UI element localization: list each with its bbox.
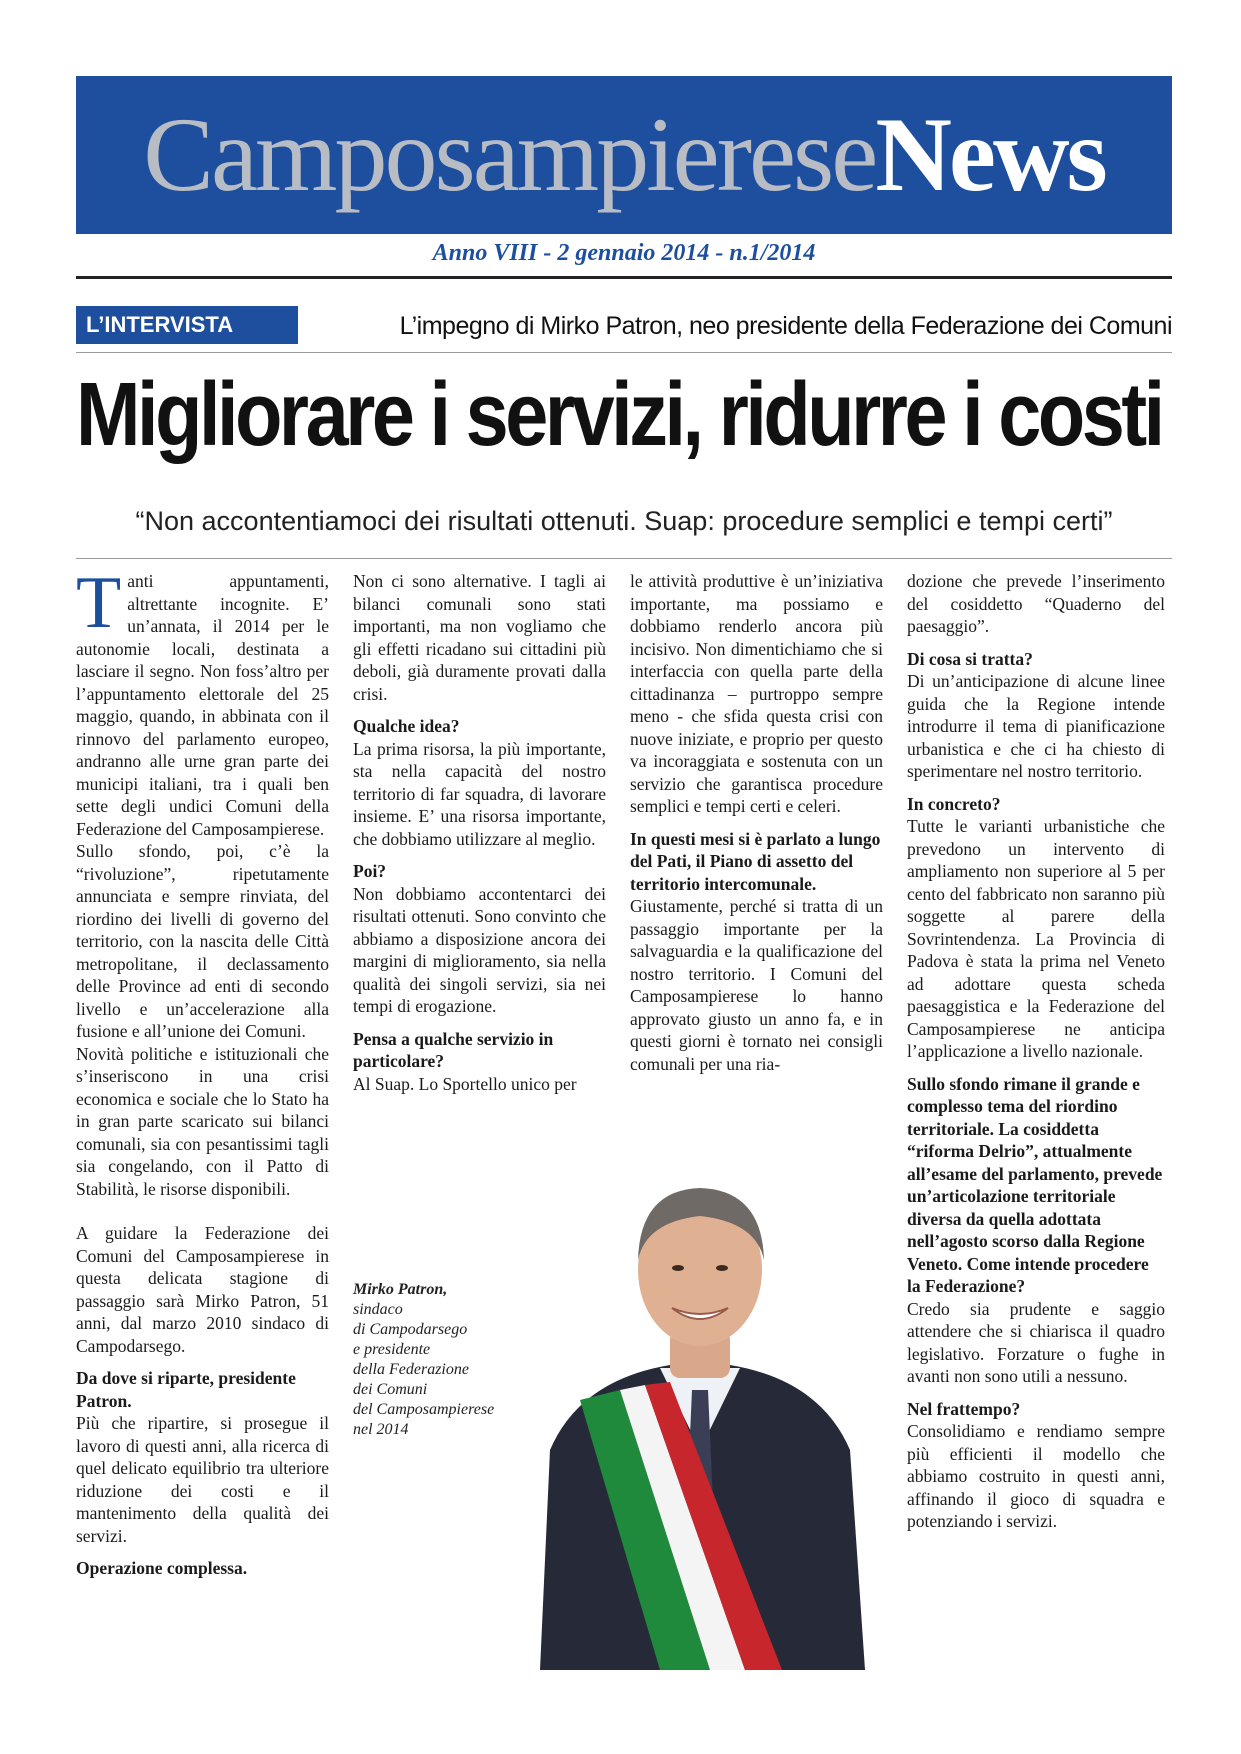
caption-line: dei Comuni: [353, 1381, 428, 1398]
interview-question: Operazione complessa.: [76, 1558, 248, 1578]
kicker-divider: [76, 352, 1172, 353]
caption-line: sindaco: [353, 1301, 403, 1318]
interview-question: In concreto?: [907, 793, 1001, 814]
article-column-2: [353, 570, 606, 1095]
issue-line: Anno VIII - 2 gennaio 2014 - n.1/2014: [432, 240, 816, 266]
caption-line: nel 2014: [353, 1421, 409, 1438]
interview-question: Sullo sfondo rimane il grande e complesso tema del riordino territoriale. La cosiddetta “riforma Delrio”, attualmente all’esame del parlamento, prevede un’articolazione territoriale diversa da quella adottata nell’agosto scorso dalla Regione Veneto. Come intende procedere la Federazione?: [907, 1073, 1163, 1296]
kicker: L’impegno di Mirko Patron, neo presidente della Federazione dei Comuni: [399, 312, 1172, 340]
article-paragraph: Non dobbiamo accontentarci dei risultati ottenuti. Sono convinto che abbiamo a disposizione ancora dei margini di miglioramento, sia nella qualità dei singoli servizi, sia nei tempi di erogazione.: [353, 883, 606, 1016]
article-column-3: [630, 570, 883, 1075]
article-paragraph: Credo sia prudente e saggio attendere che si chiarisca il quadro legislativo. Forzature o fughe in avanti non sono utili a nessuno.: [907, 1298, 1165, 1386]
caption-line: di Campodarsego: [353, 1321, 468, 1338]
article-paragraph: Al Suap. Lo Sportello unico per: [353, 1073, 577, 1094]
photo-caption: [353, 1280, 523, 1440]
masthead-title-part1: Camposampierese: [143, 96, 876, 213]
caption-line: della Federazione: [353, 1361, 469, 1378]
subheadline: “Non accontentiamoci dei risultati ottenuti. Suap: procedure semplici e tempi certi”: [135, 506, 1113, 536]
article-paragraph: le attività produttive è un’iniziativa importante, ma possiamo e dobbiamo renderlo ancora più incisivo. Non dimentichiamo che si interfaccia con quella parte della cittadinanza – purtroppo sempre meno - che sfida questa crisi con nuove iniziate, e proprio per questo va incoraggiata e sostenuta con un servizio che garantisca procedure semplici e tempi certi e celeri.: [630, 571, 883, 816]
header-divider: [76, 276, 1172, 279]
interview-question: Di cosa si tratta?: [907, 648, 1033, 669]
caption-line: e presidente: [353, 1341, 431, 1358]
interview-question: Pensa a qualche servizio in particolare?: [353, 1028, 554, 1071]
article-paragraph: Novità politiche e istituzionali che s’inseriscono in una crisi economica e sociale che lo Stato ha in gran parte scaricato sui bilanci comunali, sia con pesantissimi tagli sia congelando, con il Patto di Stabilità, le risorse disponibili.: [76, 1043, 329, 1199]
article-column-4: [907, 570, 1165, 1533]
portrait-photo: [520, 1150, 880, 1670]
subhead-divider: [76, 558, 1172, 559]
masthead-banner: [76, 76, 1172, 234]
article-paragraph: Tanti appuntamenti, altrettante incognite. E’ un’annata, il 2014 per le autonomie locali, destinata a lasciare il segno. Non foss’altro per l’appuntamento elettorale del 25 maggio, quando, in abbinata con il rinnovo del parlamento europeo, andranno alle urne gran parte dei municipi italiani, tra i quali ben sette degli undici Comuni della Federazione del Camposampierese.: [76, 562, 329, 839]
interview-question: Nel frattempo?: [907, 1398, 1021, 1419]
article-paragraph: Giustamente, perché si tratta di un passaggio importante per la salvaguardia e la qualificazione del nostro territorio. I Comuni del Camposampierese lo hanno approvato giusto un anno fa, e in questi giorni è tornato nei consigli comunali per una ria-: [630, 896, 883, 1074]
article-paragraph: Di un’anticipazione di alcune linee guida che la Regione intende introdurre il tema di pianificazione urbanistica e che ci ha chiesto di sperimentare nel nostro territorio.: [907, 671, 1165, 781]
article-paragraph: dozione che prevede l’inserimento del cosiddetto “Quaderno del paesaggio”.: [907, 571, 1165, 636]
article-column-1: [76, 562, 329, 1580]
article-paragraph: Tutte le varianti urbanistiche che prevedono un intervento di ampliamento non superiore al 5 per cento del fabbricato non saranno più soggette al parere della Sovrintendenza. La Provincia di Padova è stata la prima nel Veneto ad adottare questa scheda paesaggistica e la Federazione del Camposampierese ne anticipa l’applicazione a livello nazionale.: [907, 816, 1165, 1061]
portrait-mayor-icon: [520, 1150, 880, 1670]
article-paragraph: Sullo sfondo, poi, c’è la “rivoluzione”, ripetutamente annunciata e sempre rinviata, del riordino dei livelli di governo del territorio, con la nascita delle Città metropolitane, il declassamento delle Province ad enti di secondo livello e un’accelerazione alla fusione e all’unione dei Comuni.: [76, 841, 329, 1041]
section-rubric: L’INTERVISTA: [76, 306, 298, 344]
masthead-title-part2: News: [875, 96, 1105, 213]
article-paragraph: A guidare la Federazione dei Comuni del Camposampierese in questa delicata stagione di passaggio sarà Mirko Patron, 51 anni, dal marzo 2010 sindaco di Campodarsego.: [76, 1223, 329, 1356]
dropcap: T: [76, 562, 122, 644]
caption-name: Mirko Patron,: [353, 1281, 448, 1298]
interview-question: Qualche idea?: [353, 716, 460, 736]
interview-question: Poi?: [353, 861, 387, 881]
article-paragraph: La prima risorsa, la più importante, sta nella capacità del nostro territorio di far squadra, di lavorare insieme. E’ una risorsa importante, che dobbiamo utilizzare al meglio.: [353, 738, 606, 849]
article-paragraph: Non ci sono alternative. I tagli ai bilanci comunali sono stati importanti, ma non vogliamo che gli effetti ricadano sui cittadini più deboli, già duramente provati dalla crisi.: [353, 571, 606, 704]
article-paragraph: Consolidiamo e rendiamo sempre più efficienti il modello che abbiamo costruito in questi anni, affinando il gioco di squadra e potenziando i servizi.: [907, 1421, 1165, 1531]
interview-question: In questi mesi si è parlato a lungo del Pati, il Piano di assetto del territorio intercomunale.: [630, 828, 881, 894]
interview-question: Da dove si riparte, presidente Patron.: [76, 1368, 296, 1411]
article-paragraph: Più che ripartire, si prosegue il lavoro di questi anni, alla ricerca di quel delicato equilibrio tra ulteriore riduzione dei costi e il mantenimento della qualità dei servizi.: [76, 1413, 329, 1546]
headline: Migliorare i servizi, ridurre i costi: [76, 365, 1162, 465]
caption-line: del Camposampierese: [353, 1401, 495, 1418]
